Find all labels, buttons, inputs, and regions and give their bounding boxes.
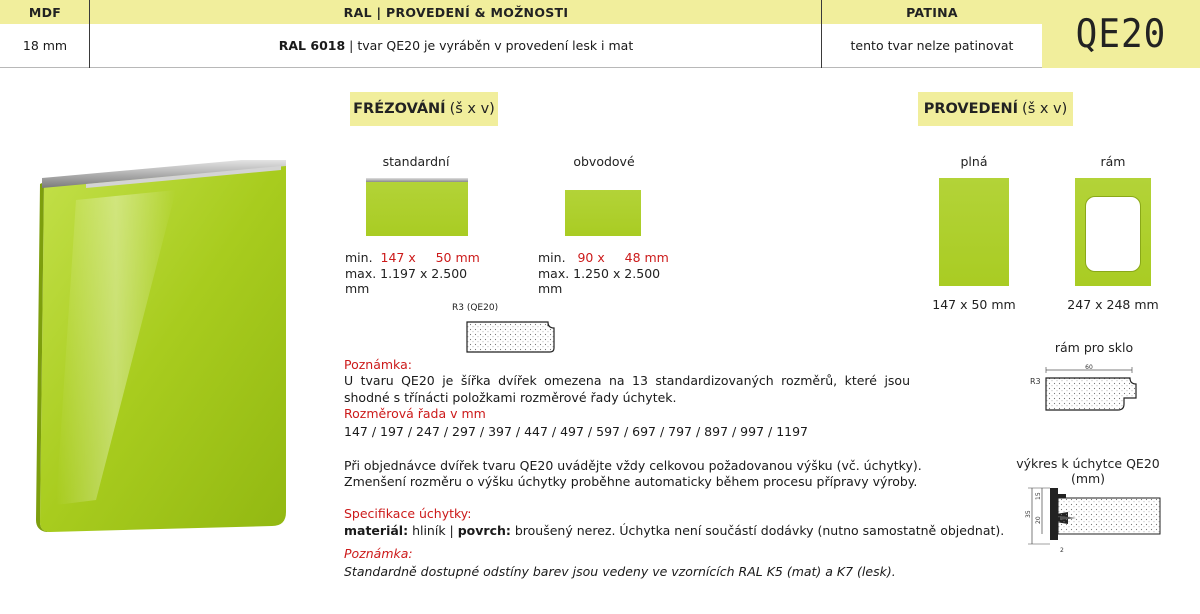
header-divider xyxy=(821,0,822,68)
finish-solid-size: 147 x 50 mm xyxy=(932,297,1016,312)
handle-profile-drawing xyxy=(1020,478,1170,556)
glass-frame-r-label: R3 xyxy=(1030,377,1041,386)
handle-spec-text xyxy=(344,523,1004,540)
patina-value: tento tvar nelze patinovat xyxy=(850,38,1014,53)
product-code-badge xyxy=(1042,0,1200,68)
finish-section-title xyxy=(918,92,1073,126)
milling-perimeter-label: obvodové xyxy=(573,154,635,169)
header-col-material: MDF xyxy=(28,4,62,20)
note1-text: U tvaru QE20 je šířka dvířek omezena na 13 standardizovaných rozměrů, které jsou shodné s třínácti položkami rozměrové řady úchytek. xyxy=(344,373,910,405)
min-values: 90 x 48 mm xyxy=(577,250,669,265)
ral-value xyxy=(90,24,822,67)
header-row-values xyxy=(0,24,1042,68)
spec-header-table xyxy=(0,0,1042,68)
door-product-image xyxy=(36,160,286,532)
note1-title: Poznámka: xyxy=(344,357,412,372)
ral-code: RAL 6018 xyxy=(278,38,346,53)
header-row-labels xyxy=(0,0,1042,24)
profile-r3-label: R3 (QE20) xyxy=(452,303,499,313)
handle-surface-value: broušený nerez. Úchytka není součástí dodávky (nutno samostatně objednat). xyxy=(510,523,1005,538)
handle-dim-top: 15 xyxy=(1035,492,1042,500)
order-line2: Zmenšení rozměru o výšku úchytky proběhne automaticky během procesu přípravy výroby. xyxy=(344,474,918,489)
ral-description: | tvar QE20 je vyráběn v provedení lesk i mat xyxy=(345,38,634,53)
milling-standard-min xyxy=(345,250,495,265)
glass-frame-profile-drawing xyxy=(1028,362,1146,416)
note2-title: Poznámka: xyxy=(344,546,413,561)
note2-text: Standardně dostupné odstíny barev jsou vedeny ve vzornících RAL K5 (mat) a K7 (lesk). xyxy=(344,564,896,579)
milling-section-title xyxy=(350,92,498,126)
finish-title: PROVEDENÍ xyxy=(923,101,1019,117)
finish-title-unit: (š x v) xyxy=(1022,101,1068,117)
milling-standard-label: standardní xyxy=(382,154,450,169)
finish-frame-swatch xyxy=(1075,178,1151,286)
frame-glass-opening xyxy=(1085,196,1141,272)
series-values: 147 / 197 / 247 / 297 / 397 / 447 / 497 / 597 / 697 / 797 / 897 / 997 / 1197 xyxy=(344,424,809,439)
min-prefix: min. xyxy=(538,250,566,265)
milling-title: FRÉZOVÁNÍ xyxy=(353,101,446,117)
profile-r3-drawing xyxy=(464,318,560,356)
handle-spec-title: Specifikace úchytky: xyxy=(344,506,472,521)
material-value: 18 mm xyxy=(22,38,68,53)
glass-frame-label: rám pro sklo xyxy=(1054,340,1134,355)
milling-standard-max: max. 1.197 x 2.500 mm xyxy=(345,266,468,296)
series-title: Rozměrová řada v mm xyxy=(344,406,486,421)
handle-material-value: hliník | xyxy=(408,523,458,538)
header-col-patina: PATINA xyxy=(906,4,958,20)
handle-material-label: materiál: xyxy=(344,523,409,538)
finish-solid-swatch xyxy=(939,178,1009,286)
header-col-ral: RAL | PROVEDENÍ & MOŽNOSTI xyxy=(343,4,569,20)
milling-standard-handle xyxy=(366,178,468,182)
handle-dim-total: 35 xyxy=(1025,510,1032,518)
finish-solid-label: plná xyxy=(960,154,988,169)
product-code: QE20 xyxy=(1075,11,1167,57)
handle-drawing-label: výkres k úchytce QE20 (mm) xyxy=(1016,456,1160,486)
handle-surface-label: povrch: xyxy=(457,523,511,538)
handle-dim-bottom: 20 xyxy=(1035,516,1042,524)
order-line1: Při objednávce dvířek tvaru QE20 uvádějte vždy celkovou požadovanou výšku (vč. úchytky). xyxy=(344,458,922,473)
finish-frame-size: 247 x 248 mm xyxy=(1067,297,1159,312)
min-prefix: min. xyxy=(345,250,373,265)
finish-frame-label: rám xyxy=(1100,154,1126,169)
glass-frame-dim: 60 xyxy=(1085,364,1093,371)
milling-title-unit: (š x v) xyxy=(449,101,495,117)
handle-dim-thick: 2 xyxy=(1060,547,1064,554)
min-values: 147 x 50 mm xyxy=(380,250,480,265)
milling-standard-swatch xyxy=(366,180,468,236)
milling-perimeter-swatch xyxy=(565,190,641,236)
milling-perimeter-max: max. 1.250 x 2.500 mm xyxy=(538,266,661,296)
milling-perimeter-min xyxy=(538,250,688,265)
header-divider xyxy=(89,0,90,68)
